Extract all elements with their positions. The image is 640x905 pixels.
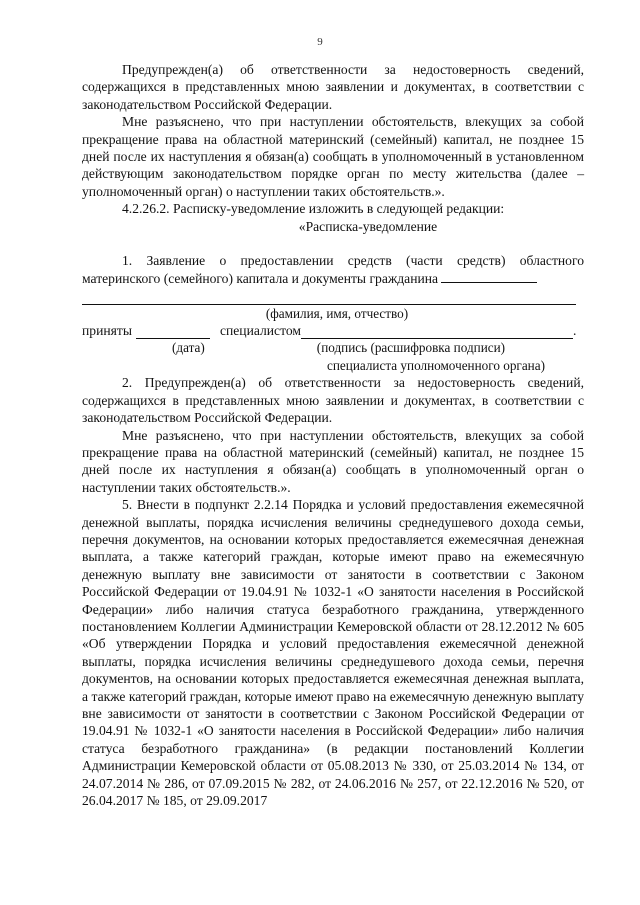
fio-caption: (фамилия, имя, отчество)	[265, 305, 409, 321]
receipt-item-2: 2. Предупрежден(а) об ответственности за недостоверность сведений, содержащихся в представленных мною заявлении и документах, в соответствии с законодательством Российской Федерации.	[82, 375, 584, 426]
specialist-caption-row	[82, 357, 584, 374]
receipt-item-2-explanation: Мне разъяснено, что при наступлении обстоятельств, влекущих за собой прекращение права на областной материнский (семейный) капитал, не позднее 15 дней после их наступления я обязан(а) сообщать в уполномоченный орган о наступлении таких обстоятельств.».	[82, 427, 584, 495]
date-blank	[136, 326, 210, 339]
receipt-item-1-text: 1. Заявление о предоставлении средств (части средств) областного материнского (семейного) капитала и документы гражданина	[82, 253, 584, 286]
warning-paragraph: Предупрежден(а) об ответственности за недостоверность сведений, содержащихся в представленных мною заявлении и документах, в соответствии с законодательством Российской Федерации.	[82, 62, 584, 112]
citizen-name-blank	[82, 292, 576, 305]
signature-blank	[301, 326, 573, 339]
explanation-paragraph: Мне разъяснено, что при наступлении обстоятельств, влекущих за собой прекращение права на областной материнский (семейный) капитал, не позднее 15 дней после их наступления я обязан(а) сообщать в уполномоченный в установленном действующим законодательством порядке орган по месту жительства (далее – уполномоченный орган) о наступлении таких обстоятельств.».	[82, 114, 584, 199]
specialist-label: специалистом	[219, 323, 301, 339]
fio-line-row	[82, 287, 584, 304]
amendment-paragraph: 4.2.26.2. Расписку-уведомление изложить в следующей редакции:	[122, 201, 505, 217]
amendment-item-5: 5. Внести в подпункт 2.2.14 Порядка и условий предоставления ежемесячной денежной выплаты, порядка исчисления величины среднедушевого дохода семьи, перечня документов, на основании которых предоставляется ежемесячная денежная выплата, а также категорий граждан, которые имеют право на ежемесячную денежную выплату вне зависимости от занятости в соответствии с Законом Российской Федерации от 19.04.91 № 1032-1 «О занятости населения в Российской Федерации» либо наличия статуса безработного гражданина, утвержденного постановлением Коллегии Администрации Кемеровской области от 28.12.2012 № 605 «Об утверждении Порядка и условий предоставления ежемесячной денежной выплаты, порядка исчисления величины среднедушевого дохода семьи, перечня документов, на основании которых предоставляется ежемесячная денежная выплата, а также категорий граждан, которые имеют право на ежемесячную денежную выплату вне зависимости от занятости в соответствии с Законом Российской Федерации от 19.04.91 № 1032-1 «О занятости населения в Российской Федерации» либо наличия статуса безработного гражданина» (в редакции постановлений Коллегии Администрации Кемеровской области от 05.08.2013 № 330, от 25.03.2014 № 134, от 24.07.2014 № 286, от 07.09.2015 № 282, от 24.06.2016 № 257, от 22.12.2016 № 520, от 26.04.2017 № 185, от 29.09.2017	[82, 497, 584, 809]
document-body	[82, 61, 584, 809]
spacer	[82, 235, 584, 252]
receipt-item-1	[82, 252, 584, 287]
citizen-name-blank-start	[441, 270, 537, 283]
date-caption: (дата)	[172, 340, 205, 356]
row-period: .	[573, 323, 577, 339]
accepted-label: приняты	[82, 323, 132, 339]
page-number: 9	[317, 36, 323, 48]
accepted-row	[82, 322, 584, 339]
date-signature-captions	[82, 339, 584, 356]
signature-caption: (подпись (расшифровка подписи)	[316, 340, 506, 356]
specialist-caption: специалиста уполномоченного органа)	[327, 357, 545, 373]
receipt-title: «Расписка-уведомление	[298, 218, 438, 234]
